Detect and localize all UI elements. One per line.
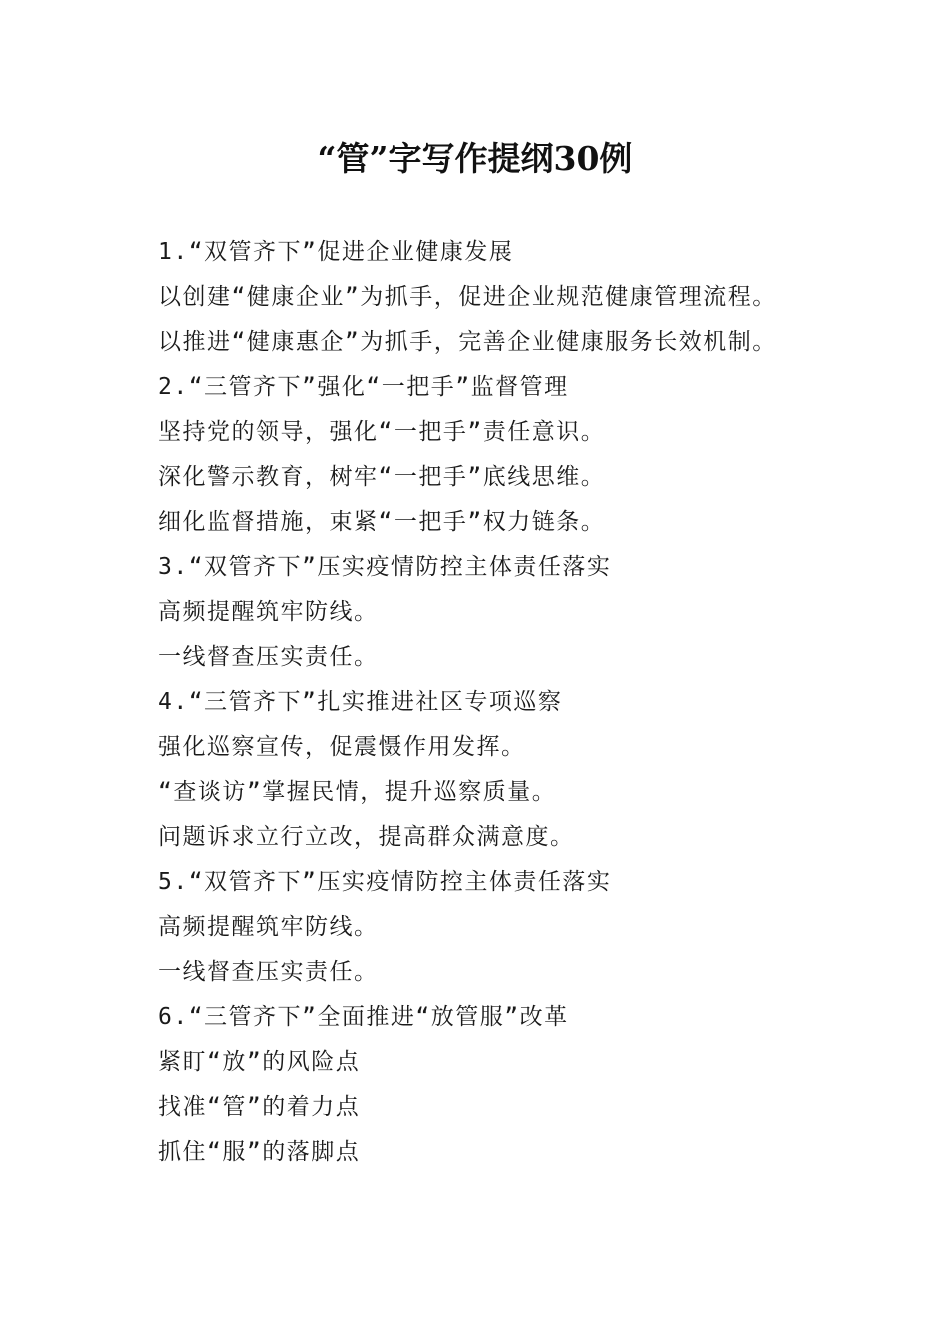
paragraph-line: 深化警示教育，树牢“一把手”底线思维。 [158,464,606,490]
paragraph-line: 一线督查压实责任。 [158,644,379,670]
paragraph-line: 一线督查压实责任。 [158,959,379,985]
paragraph-line: 以创建“健康企业”为抓手，促进企业规范健康管理流程。 [158,284,777,310]
paragraph-line: 以推进“健康惠企”为抓手，完善企业健康服务长效机制。 [158,329,777,355]
paragraph-line: 高频提醒筑牢防线。 [158,914,379,940]
heading-6: 6.“三管齐下”全面推进“放管服”改革 [158,1004,569,1030]
heading-3: 3.“双管齐下”压实疫情防控主体责任落实 [158,554,612,580]
paragraph-line: 细化监督措施，束紧“一把手”权力链条。 [158,509,606,535]
heading-5: 5.“双管齐下”压实疫情防控主体责任落实 [158,869,612,895]
paragraph-line: 高频提醒筑牢防线。 [158,599,379,625]
heading-4: 4.“三管齐下”扎实推进社区专项巡察 [158,689,563,715]
paragraph-line: 问题诉求立行立改，提高群众满意度。 [158,824,575,850]
paragraph-line: 抓住“服”的落脚点 [158,1139,361,1165]
paragraph-line: “查谈访”掌握民情，提升巡察质量。 [158,779,557,805]
paragraph-line: 强化巡察宣传，促震慑作用发挥。 [158,734,526,760]
paragraph-line: 找准“管”的着力点 [158,1094,361,1120]
heading-1: 1.“双管齐下”促进企业健康发展 [158,239,514,265]
paragraph-line: 坚持党的领导，强化“一把手”责任意识。 [158,419,606,445]
document-title: “管”字写作提纲30例 [317,139,633,178]
paragraph-line: 紧盯“放”的风险点 [158,1049,361,1075]
heading-2: 2.“三管齐下”强化“一把手”监督管理 [158,374,569,400]
document-body [158,230,918,1175]
